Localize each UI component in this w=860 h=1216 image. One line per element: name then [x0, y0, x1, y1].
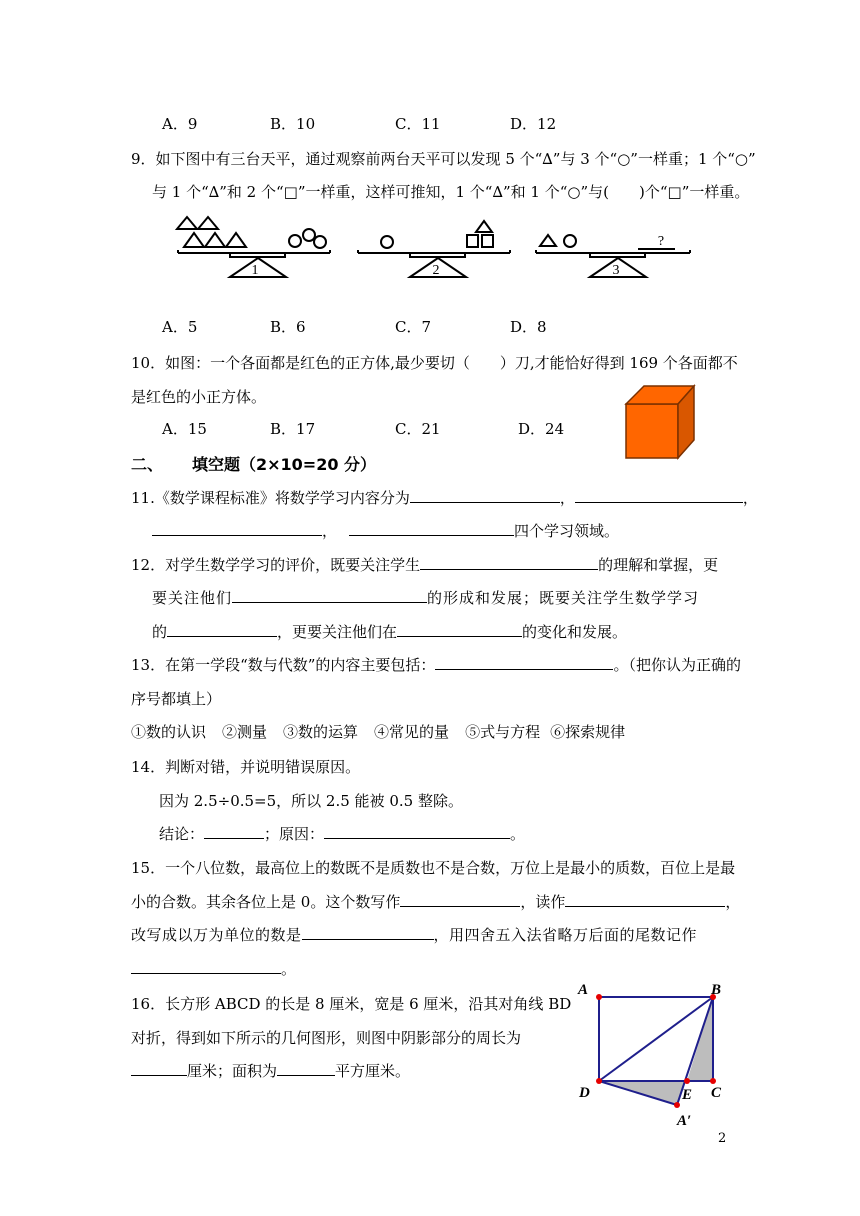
label-e: E — [682, 1087, 693, 1103]
label-a: A — [578, 982, 589, 998]
q12-line3: 的 ，更要关注他们在 的变化和发展。 — [152, 623, 628, 641]
q12-blank-2[interactable] — [232, 588, 427, 603]
scale-3-label: 3 — [612, 263, 620, 278]
q12-blank-4[interactable] — [397, 622, 522, 637]
label-d: D — [579, 1085, 590, 1101]
q10-option-d: D．24 — [518, 420, 565, 438]
q14-line3: 结论： ；原因： 。 — [159, 825, 526, 843]
q16-line3: 厘米；面积为 平方厘米。 — [131, 1060, 410, 1081]
q8-option-b: B．10 — [270, 115, 316, 133]
q10-line2: 是红色的小正方体。 — [131, 388, 267, 406]
scale-3-question-mark: ? — [657, 234, 665, 249]
q12-blank-1[interactable] — [420, 555, 598, 570]
q10-option-a: A．15 — [162, 420, 207, 438]
label-b: B — [711, 982, 722, 998]
q13-item-1: ①数的认识 — [131, 723, 207, 741]
q13-item-4: ④常见的量 — [374, 723, 450, 741]
q9-option-d: D．8 — [510, 318, 547, 336]
scale-1-label: 1 — [251, 263, 259, 278]
q16-line2: 对折，得到如下所示的几何图形，则图中阴影部分的周长为 — [131, 1029, 522, 1047]
q14-line1: 14．判断对错，并说明错误原因。 — [131, 758, 361, 776]
q11-line1: 11.《数学课程标准》将数学学习内容分为 ， ， — [131, 489, 758, 507]
rectangle-fold-figure — [575, 975, 735, 1135]
q10-option-c: C．21 — [395, 420, 441, 438]
q13-blank[interactable] — [435, 655, 613, 670]
q15-round-blank[interactable] — [131, 959, 281, 974]
q15-write-blank[interactable] — [400, 892, 520, 907]
q10-line1: 10．如图：一个各面都是红色的正方体,最少要切（ ）刀,才能恰好得到 169 个各面都不 — [131, 354, 738, 372]
page-number: 2 — [718, 1131, 727, 1146]
scale-2-label: 2 — [432, 263, 440, 278]
q13-item-2: ②测量 — [222, 723, 268, 741]
q16-perimeter-blank[interactable] — [131, 1061, 187, 1076]
q12-line2: 要关注他们 的形成和发展；既要关注学生数学学习 — [152, 589, 700, 607]
section-2-number: 二、 — [131, 455, 164, 474]
q10-option-b: B．17 — [270, 420, 316, 438]
q14-reason-blank[interactable] — [324, 824, 510, 839]
q13-item-6: ⑥探索规律 — [550, 723, 626, 741]
q13-item-3: ③数的运算 — [283, 723, 359, 741]
label-c: C — [711, 1085, 722, 1101]
q12-blank-3[interactable] — [167, 622, 277, 637]
q11-line2: ， 四个学习领域。 — [152, 520, 619, 541]
q14-conclusion-blank[interactable] — [204, 824, 264, 839]
q15-wan-blank[interactable] — [302, 925, 434, 940]
q9-option-a: A．5 — [162, 318, 198, 336]
q15-line4: 。 — [131, 958, 296, 979]
q13-item-5: ⑤式与方程 — [465, 723, 541, 741]
q12-line1: 12．对学生数学学习的评价，既要关注学生 的理解和掌握，更 — [131, 556, 719, 574]
q8-option-a: A．9 — [162, 115, 198, 133]
q11-blank-1[interactable] — [410, 488, 560, 503]
q9-option-b: B．6 — [270, 318, 306, 336]
q13-items — [131, 721, 625, 742]
q11-blank-2[interactable] — [575, 488, 743, 503]
q13-line1: 13．在第一学段“数与代数”的内容主要包括： 。（把你认为正确的 — [131, 656, 741, 674]
section-2-title: 填空题（2×10=20 分） — [192, 455, 377, 474]
q13-line2: 序号都填上） — [131, 690, 222, 708]
q15-line1: 15．一个八位数，最高位上的数既不是质数也不是合数，万位上是最小的质数，百位上是最 — [131, 859, 736, 877]
q11-blank-4[interactable] — [349, 521, 514, 536]
q16-area-blank[interactable] — [277, 1061, 335, 1076]
q8-option-d: D．12 — [510, 115, 557, 133]
q15-line2: 小的合数。其余各位上是 0。这个数写作 ，读作 ， — [131, 893, 741, 911]
q9-line1: 9．如下图中有三台天平，通过观察前两台天平可以发现 5 个“∆”与 3 个“○”一样重；1 个“○” — [131, 150, 756, 168]
red-cube-figure — [624, 384, 696, 460]
q8-option-c: C．11 — [395, 115, 441, 133]
balance-scales-figure — [170, 215, 710, 295]
q15-line3: 改写成以万为单位的数是 ，用四舍五入法省略万后面的尾数记作 — [131, 926, 698, 944]
q9-option-c: C．7 — [395, 318, 432, 336]
q15-read-blank[interactable] — [565, 892, 725, 907]
label-a-prime: A′ — [677, 1113, 692, 1129]
q9-line2: 与 1 个“∆”和 2 个“□”一样重，这样可推知，1 个“∆”和 1 个“○”与( )个“□”一样重。 — [152, 183, 750, 201]
q14-line2: 因为 2.5÷0.5=5，所以 2.5 能被 0.5 整除。 — [159, 792, 463, 810]
q16-line1: 16．长方形 ABCD 的长是 8 厘米，宽是 6 厘米，沿其对角线 BD — [131, 995, 572, 1013]
q11-blank-3[interactable] — [152, 521, 322, 536]
